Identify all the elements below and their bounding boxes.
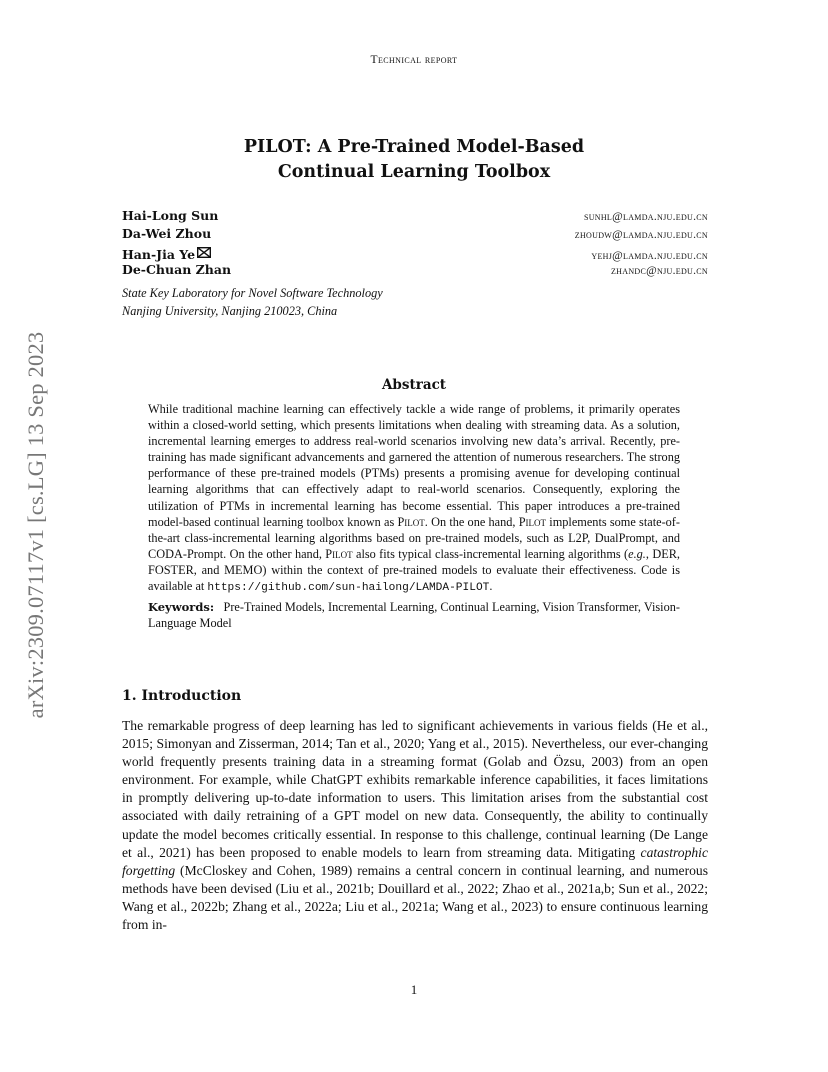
- author-name: Da-Wei Zhou: [122, 226, 212, 241]
- intro-text: The remarkable progress of deep learning has led to significant achievements in various fields (He et al., 2015; Simonyan and Zisserman, 2014; Tan et al., 2020; Yang et al., 2015). Nevertheless, our ever-changing world frequently presents training data in a streaming format (Golab and Özsu, 2003) from an open environment. For example, while ChatGPT exhibits remarkable inference capabilities, it faces limitations in promptly delivering up-to-date information to users. This limitation arises from the substantial cost associated with daily retraining of a GPT model on new data. Consequently, the ability to continually update the model becomes critically essential. In response to this challenge, continual learning (De Lange et al., 2021) has been proposed to enable models to learn from streaming data. Mitigating: [122, 718, 708, 860]
- abstract-text: implements some state-of-the-art class-incremental learning algorithms based on pre-trained models, such as L2P, DualPrompt, and CODA-Prompt. On the other hand,: [148, 514, 680, 561]
- running-header: Technical report: [370, 54, 458, 66]
- paper-title: [0, 135, 828, 185]
- envelope-icon: [197, 247, 211, 258]
- author-name: Hai-Long Sun: [122, 208, 219, 223]
- author-row: [122, 262, 708, 280]
- affiliation: [122, 284, 383, 320]
- abstract-text: While traditional machine learning can effectively tackle a wide range of problems, it primarily operates within a closed-world setting, which presents limitations when dealing with streaming data. As a solution, incremental learning emerges to address real-world scenarios involving new data’s arrival. Recently, pre-training has made significant advancements and garnered the attention of numerous researchers. The strong performance of these pre-trained models (PTMs) presents a promising avenue for developing continual learning algorithms that can effectively adapt to real-world scenarios. Consequently, exploring the utilization of PTMs in incremental learning has become essential. This paper introduces a pre-trained model-based continual learning toolbox known as: [148, 402, 680, 529]
- affiliation-line-1: State Key Laboratory for Novel Software Technology: [122, 286, 383, 300]
- author-list: [122, 208, 708, 280]
- abstract-body: [148, 401, 680, 631]
- author-name-with-icon: [122, 244, 211, 263]
- author-email[interactable]: yehj@lamda.nju.edu.cn: [591, 250, 708, 262]
- title-line-2: Continual Learning Toolbox: [277, 162, 551, 182]
- abstract-text: . On the one hand,: [424, 514, 519, 529]
- toolbox-name: Pilot: [518, 514, 547, 529]
- keywords-label: Keywords:: [148, 600, 215, 615]
- author-name: Han-Jia Ye: [122, 247, 196, 262]
- intro-emphasis: catastrophic forgetting: [122, 844, 708, 878]
- introduction-paragraph: [122, 717, 708, 934]
- title-line-1: PILOT: A Pre-Trained Model-Based: [243, 137, 585, 157]
- abstract-paragraph: [148, 401, 680, 596]
- author-email[interactable]: sunhl@lamda.nju.edu.cn: [583, 211, 708, 223]
- author-row: [122, 226, 708, 244]
- abstract-heading: Abstract: [381, 377, 447, 393]
- author-row: [122, 244, 708, 262]
- author-email[interactable]: zhoudw@lamda.nju.edu.cn: [574, 229, 708, 241]
- keywords: [148, 599, 680, 631]
- section-heading: 1. Introduction: [122, 688, 242, 704]
- author-row: [122, 208, 708, 226]
- arxiv-stamp: [8, 290, 64, 760]
- author-email[interactable]: zhandc@nju.edu.cn: [611, 265, 708, 277]
- abstract-emphasis: e.g.: [628, 546, 646, 561]
- keywords-list: Pre-Trained Models, Incremental Learning, Continual Learning, Vision Transformer, Vision-Language Model: [148, 600, 680, 631]
- abstract-text: also fits typical class-incremental learning algorithms (: [352, 546, 629, 561]
- code-url-link[interactable]: https://github.com/sun-hailong/LAMDA-PILOT: [207, 582, 490, 595]
- abstract-text: , DER, FOSTER, and MEMO) within the context of pre-trained models to evaluate their effectiveness. Code is available at: [148, 546, 680, 594]
- arxiv-stamp-text: arXiv:2309.07117v1 [cs.LG] 13 Sep 2023: [23, 331, 48, 719]
- intro-text: (McCloskey and Cohen, 1989) remains a central concern in continual learning, and numerous methods have been devised (Liu et al., 2021b; Douillard et al., 2022; Zhao et al., 2021a,b; Sun et al., 2022; Wang et al., 2022b; Zhang et al., 2022a; Liu et al., 2021a; Wang et al., 2023) to ensure continuous learning from in-: [122, 862, 708, 933]
- affiliation-line-2: Nanjing University, Nanjing 210023, China: [122, 304, 338, 318]
- page-number: 1: [410, 982, 418, 997]
- abstract-text: .: [489, 579, 493, 594]
- toolbox-name: Pilot: [325, 546, 353, 561]
- toolbox-name: Pilot: [397, 514, 425, 529]
- author-name: De-Chuan Zhan: [122, 262, 232, 277]
